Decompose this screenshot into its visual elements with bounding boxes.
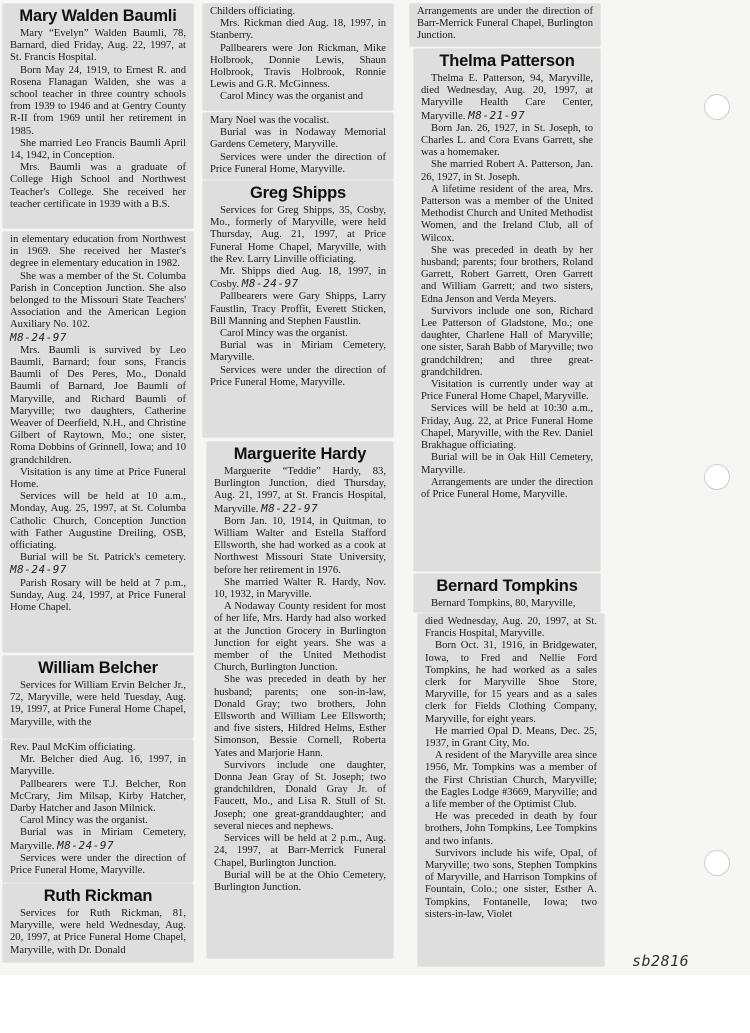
paragraph: Pallbearers were Jon Rickman, Mike Holbrook, Donnie Lewis, Shaun Holbrook, Travis Holbrook, Ronnie Lewis and G.R. McGinness. <box>210 42 386 91</box>
handwritten-date-note: M8-24-97 <box>57 838 115 852</box>
paragraph: Mr. Belcher died Aug. 16, 1997, in Maryville. <box>10 754 186 778</box>
clipping-belcher-continued <box>3 740 193 882</box>
obituary-title-rickman: Ruth Rickman <box>43 887 153 905</box>
paragraph: Childers officiating. <box>210 6 296 17</box>
paragraph: Services were under the direction of Price Funeral Home, Maryville. <box>10 852 186 877</box>
paragraph: Burial was in Nodaway Memorial Gardens Cemetery, Maryville. <box>210 127 386 151</box>
paragraph: She was preceded in death by her husband; parents; four brothers, Roland Garrett, Robert Garrett, Oren Garrett and William Garrett; and two sisters, Edna Jenson and Verda Meyers. <box>421 244 593 305</box>
handwritten-date-note: M8-24-97 <box>10 563 67 577</box>
paragraph: Bernard Tompkins, 80, Maryville, <box>431 598 576 609</box>
paragraph: She was a member of the St. Columba Parish in Conception Junction. She also belonged to the Missouri State Teachers' Association and the American Legion Auxiliary No. 102. <box>10 270 186 331</box>
binder-hole-middle <box>704 464 730 490</box>
paragraph: He was preceded in death by four brothers, John Tompkins, Lee Tompkins and two infants. <box>425 811 597 847</box>
paragraph: Arrangements are under the direction of Price Funeral Home, Maryville. <box>421 476 593 500</box>
paragraph: in elementary education from Northwest in 1969. She received her Master's degree in elementary education in 1982. <box>10 234 186 270</box>
paragraph: She married Walter R. Hardy, Nov. 10, 1932, in Maryville. <box>214 576 386 601</box>
paragraph: Pallbearers were Gary Shipps, Larry Faustlin, Tracy Proffit, Everett Sticken, Bill Manning and Stephen Faustlin. <box>210 291 386 327</box>
paragraph: A resident of the Maryville area since 1956, Mr. Tompkins was a member of the First Christian Church, Maryville; the Eagles Lodge #3669, Maryville; and a life member of the Optimist Club. <box>425 750 597 811</box>
paragraph: Thelma E. Patterson, 94, Maryville, died Wednesday, Aug. 20, 1997, at Maryville Health Care Center, Maryville. M8-21-97 <box>421 73 593 122</box>
paragraph: She married Robert A. Patterson, Jan. 26, 1927, in St. Joseph. <box>421 159 593 183</box>
paragraph: Burial was in Miriam Cemetery, Maryville. M8-24-97 <box>10 827 186 852</box>
clipping-hardy <box>207 442 393 958</box>
paragraph: Burial will be in Oak Hill Cemetery, Maryville. <box>421 452 593 476</box>
paragraph: Mrs. Baumli was a graduate of College High School and Northwest Teacher's College. She received her teacher certificate in 1939 with a B.S. <box>10 162 186 210</box>
paragraph: Survivors include one daughter, Donna Jean Gray of St. Joseph; two grandchildren, Donald Gray Jr. of Faucett, Mo., and Lisa R. Stull of St. Joseph; one great-granddaughter; and several nieces and nephews. <box>214 759 386 832</box>
clipping-rickman-continued-2 <box>203 113 393 179</box>
paragraph: Born Jan. 10, 1914, in Quitman, to William Walter and Estella Stafford Ellsworth, she had worked as a cook at Northwest Missouri State University, before her retirement in 1976. <box>214 515 386 576</box>
paragraph: She married Leo Francis Baumli April 14, 1942, in Conception. <box>10 137 186 162</box>
handwritten-date-note: M8-21-97 <box>468 108 526 122</box>
paragraph: Born Jan. 26, 1927, in St. Joseph, to Charles L. and Cora Evans Garrett, she was a homemaker. <box>421 122 593 159</box>
clipping-tompkins-header <box>414 574 600 612</box>
obituary-title-shipps: Greg Shipps <box>250 184 346 202</box>
paragraph: Services for William Ervin Belcher Jr., 72, Maryville, were held Tuesday, Aug. 19, 1997, at Price Funeral Home Chapel, Maryville, with the <box>10 680 186 728</box>
paragraph: Mr. Shipps died Aug. 18, 1997, in Cosby. M8-24-97 <box>210 266 386 291</box>
paragraph: Visitation is currently under way at Price Funeral Home Chapel, Maryville. <box>421 379 593 403</box>
paragraph: Burial was in Miriam Cemetery, Maryville. <box>210 340 386 364</box>
paragraph: Visitation is any time at Price Funeral Home. <box>10 466 186 491</box>
obituary-title-tompkins: Bernard Tompkins <box>436 577 578 595</box>
paragraph: Carol Mincy was the organist. <box>20 815 148 827</box>
paragraph: Mary Noel was the vocalist. <box>210 115 330 126</box>
clipping-rickman-header <box>3 884 193 962</box>
clipping-shipps <box>203 181 393 437</box>
paragraph: Services will be held at 2 p.m., Aug. 24, 1997, at Barr-Merrick Funeral Chapel, Burlington Junction. <box>214 833 386 869</box>
obituary-title-baumli: Mary Walden Baumli <box>19 7 177 25</box>
clipping-rickman-continued <box>203 4 393 110</box>
clipping-patterson <box>414 49 600 571</box>
paragraph: Carol Mincy was the organist and <box>220 91 364 103</box>
paragraph: Born May 24, 1919, to Ernest R. and Rosena Flanagan Walden, she was a school teacher in three country schools from 1939 to 1946 and at Gentry County R-II from 1969 until her retirement in 1985. <box>10 64 186 137</box>
clipping-tompkins-continued <box>418 614 604 966</box>
paragraph: Born Oct. 31, 1916, in Bridgewater, Iowa, to Fred and Nellie Ford Tompkins, he had worked as a sales clerk for Maryville Shoe Store, Maryville, for 15 years and as a sales clerk for Fields Clothing Company, Maryville, for eight years. <box>425 640 597 725</box>
obituary-title-hardy: Marguerite Hardy <box>233 445 367 463</box>
catalog-number: sb2816 <box>632 952 690 970</box>
binder-hole-bottom <box>704 850 730 876</box>
clipping-hardy-continued <box>410 4 600 46</box>
paragraph: She was preceded in death by her husband; parents; one son-in-law, Donald Gray; two brothers, John Ellsworth and William Lee Ellsworth; and five sisters, Hildred Helms, Esther Simonson, Bessie Cornell, Roberta Yates and Marjorie Hann. <box>214 674 386 759</box>
paragraph: Services were under the direction of Price Funeral Home, Maryville. <box>210 364 386 388</box>
obituary-title-patterson: Thelma Patterson <box>439 52 575 70</box>
handwritten-date-note: M8-22-97 <box>261 501 319 515</box>
paragraph: Survivors include his wife, Opal, of Maryville; two sons, Stephen Tompkins of Maryville, and Harrison Tompkins of Fountain, Colo.; one sister, Esther A. Tompkins, Fontanelle, Iowa; two sisters-in-law, Violet <box>425 847 597 920</box>
clipping-baumli-continued <box>3 232 193 652</box>
paragraph: died Wednesday, Aug. 20, 1997, at St. Francis Hospital, Maryville. <box>425 616 597 640</box>
paragraph: Carol Mincy was the organist. <box>220 328 348 340</box>
paragraph: A Nodaway County resident for most of her life, Mrs. Hardy had also worked at the Junction Grocery in Burlington Junction for eight years. She was a member of the United Methodist Church, Burlington Junction. <box>214 601 386 674</box>
paragraph: Burial will be St. Patrick's cemetery. M8-24-97 <box>10 552 186 577</box>
paragraph: Marguerite “Teddie” Hardy, 83, Burlington Junction, died Thursday, Aug. 21, 1997, at St. Francis Hospital, Maryville. M8-22-97 <box>214 466 386 515</box>
paragraph: Rev. Paul McKim officiating. <box>10 742 136 753</box>
paragraph: Mary “Evelyn” Walden Baumli, 78, Barnard, died Friday, Aug. 22, 1997, at St. Francis Hospital. <box>10 28 186 64</box>
paragraph: Services were under the direction of Price Funeral Home, Maryville. <box>210 151 386 175</box>
paragraph: Mrs. Rickman died Aug. 18, 1997, in Stanberry. <box>210 18 386 42</box>
paragraph: Pallbearers were T.J. Belcher, Ron McCrary, Jim Milsap, Kirby Hatcher, Darby Hatcher and Jason Milnick. <box>10 778 186 815</box>
paragraph: Arrangements are under the direction of Barr-Merrick Funeral Chapel, Burlington Junction. <box>417 6 593 42</box>
clipping-baumli-header <box>3 4 193 228</box>
handwritten-date-note: M8-24-97 <box>10 330 67 344</box>
paragraph: Services for Greg Shipps, 35, Cosby, Mo., formerly of Maryville, were held Thursday, Aug. 21, 1997, at Price Funeral Home Chapel, Maryville, with the Rev. Larry Linville officiating. <box>210 205 386 265</box>
paragraph: Parish Rosary will be held at 7 p.m., Sunday, Aug. 24, 1997, at Price Funeral Home Chapel. <box>10 577 186 614</box>
clipping-belcher-header <box>3 656 193 738</box>
paragraph: Burial will be at the Ohio Cemetery, Burlington Junction. <box>214 869 386 893</box>
paragraph: A lifetime resident of the area, Mrs. Patterson was a member of the United Methodist Church and United Methodist Women, and the Ireland Club, all of Wilcox. <box>421 183 593 244</box>
paragraph: Mrs. Baumli is survived by Leo Baumli, Barnard; four sons, Francis Baumli of Des Peres, Mo., Donald Baumli of Barnard, Joe Baumli of Maryville, and Richard Baumli of Maryville; two daughters, Catherine Weaver of Deerfield, N.H., and Christine Gilbert of Raytown, Mo.; one sister, Roma Dobbins of Grinnell, Iowa; and 10 grandchildren. <box>10 344 186 466</box>
binder-hole-top <box>704 94 730 120</box>
paragraph: Services will be held at 10 a.m., Monday, Aug. 25, 1997, at St. Columba Catholic Church, Conception Junction with Father Augustine Dreiling, OSB, officiating. <box>10 491 186 552</box>
obituary-title-belcher: William Belcher <box>38 659 158 677</box>
handwritten-date-note: M8-24-97 <box>241 277 299 291</box>
paragraph: Services will be held at 10:30 a.m., Friday, Aug. 22, at Price Funeral Home Chapel, Maryville, with the Rev. Daniel Brakhague officiating. <box>421 403 593 452</box>
paragraph: Services for Ruth Rickman, 81, Maryville, were held Wednesday, Aug. 20, 1997, at Price Funeral Home Chapel, Maryville, with Dr. Donald <box>10 908 186 956</box>
paragraph: Survivors include one son, Richard Lee Patterson of Gladstone, Mo.; one daughter, Charlene Hall of Maryville; one sister, Sarah Babb of Maryville; two grandchildren; and three great-grandchildren. <box>421 305 593 378</box>
paragraph: He married Opal D. Means, Dec. 25, 1937, in Grant City, Mo. <box>425 725 597 750</box>
